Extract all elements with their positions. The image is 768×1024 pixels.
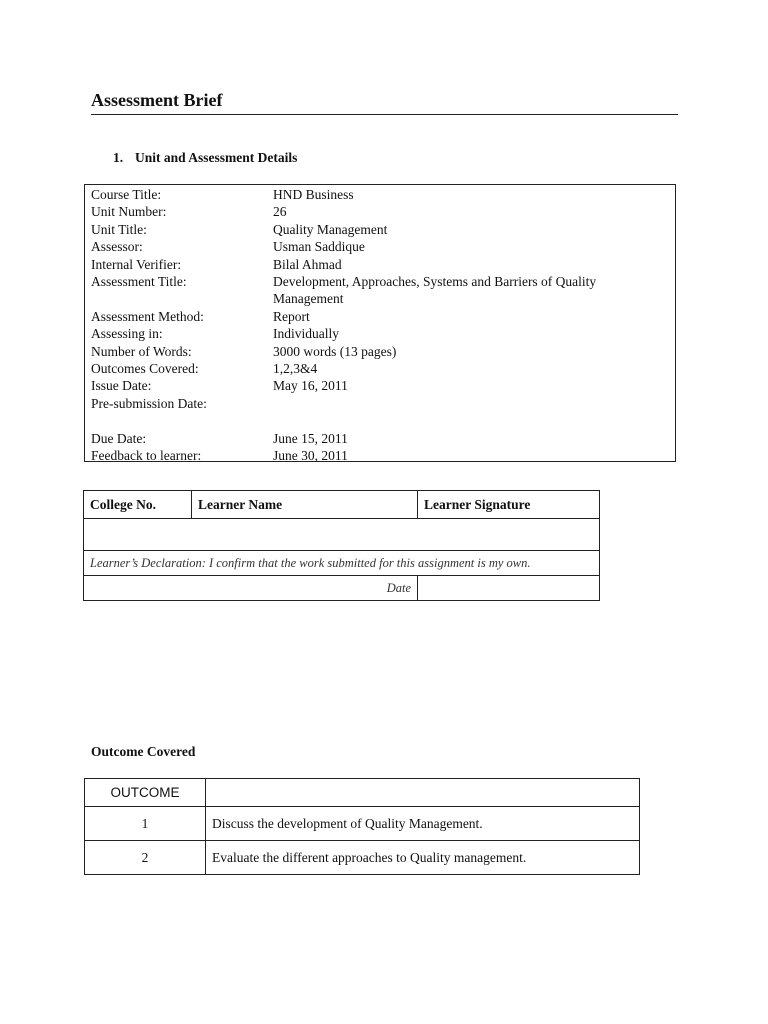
learner-table (83, 490, 600, 601)
detail-label: Unit Title: (91, 221, 147, 237)
detail-value: Development, Approaches, Systems and Barriers of Quality Management (273, 274, 597, 307)
outcome-row (85, 841, 640, 875)
outcome-text: Evaluate the different approaches to Quality management. (206, 841, 640, 875)
learner-table-header (84, 491, 600, 519)
section-heading (113, 150, 297, 166)
outcome-number: 1 (85, 807, 206, 841)
outcome-table-header (85, 779, 640, 807)
detail-label: Internal Verifier: (91, 256, 182, 272)
detail-row-assessing-in (85, 325, 675, 342)
detail-value: Quality Management (273, 221, 388, 237)
detail-value: 3000 words (13 pages) (273, 343, 397, 359)
learner-declaration: Learner’s Declaration: I confirm that the work submitted for this assignment is my own. (84, 551, 600, 576)
declaration-row (84, 551, 600, 576)
section-title: Unit and Assessment Details (135, 150, 298, 165)
detail-label: Pre-submission Date: (91, 395, 207, 411)
learner-entry-cell[interactable] (84, 519, 600, 551)
date-label: Date (84, 576, 418, 601)
college-no-header: College No. (84, 491, 192, 519)
unit-details-box (84, 184, 676, 462)
detail-value (273, 395, 653, 412)
detail-label: Outcomes Covered: (91, 361, 199, 377)
detail-row-feedback-to-learner (85, 447, 675, 464)
detail-row-unit-number (85, 203, 675, 220)
outcome-description-header (206, 779, 640, 807)
outcome-heading: Outcome Covered (91, 744, 196, 759)
detail-row-issue-date (85, 377, 675, 394)
detail-row-due-date (85, 430, 675, 447)
detail-value: 26 (273, 204, 287, 220)
detail-row-pre-submission-date (85, 395, 675, 412)
detail-value: May 16, 2011 (273, 378, 348, 394)
detail-label: Number of Words: (91, 343, 192, 359)
detail-row-assessor (85, 238, 675, 255)
detail-value: Individually (273, 326, 339, 342)
detail-row-assessment-title (85, 273, 675, 308)
detail-label: Course Title: (91, 187, 162, 202)
outcome-text: Discuss the development of Quality Management. (206, 807, 640, 841)
date-cell[interactable] (418, 576, 600, 601)
learner-entry-row (84, 519, 600, 551)
detail-value: Report (273, 308, 310, 324)
detail-row-internal-verifier (85, 256, 675, 273)
detail-row-assessment-method (85, 308, 675, 325)
outcome-number: 2 (85, 841, 206, 875)
title-underline (91, 114, 678, 115)
learner-name-header: Learner Name (192, 491, 418, 519)
detail-value: HND Business (273, 187, 354, 202)
document-title: Assessment Brief (91, 90, 223, 110)
detail-row-course-title (85, 186, 675, 203)
detail-row-unit-title (85, 221, 675, 238)
detail-label: Issue Date: (91, 378, 152, 394)
detail-label: Unit Number: (91, 204, 167, 220)
detail-row-outcomes-covered (85, 360, 675, 377)
detail-label: Feedback to learner: (91, 448, 202, 464)
detail-value: Usman Saddique (273, 239, 365, 255)
detail-label: Assessment Method: (91, 308, 204, 324)
detail-label: Assessor: (91, 239, 143, 255)
detail-row-number-of-words (85, 343, 675, 360)
detail-value: June 15, 2011 (273, 430, 348, 446)
detail-label: Assessment Title: (91, 274, 187, 290)
detail-label: Assessing in: (91, 326, 163, 342)
blank-line (85, 412, 675, 429)
detail-value: Bilal Ahmad (273, 256, 342, 272)
section-number: 1. (113, 150, 124, 165)
detail-value: June 30, 2011 (273, 448, 348, 464)
outcome-column-header: OUTCOME (85, 779, 206, 807)
detail-label: Due Date: (91, 430, 147, 446)
outcome-table (84, 778, 640, 875)
learner-signature-header: Learner Signature (418, 491, 600, 519)
detail-value: 1,2,3&4 (273, 361, 318, 377)
outcome-row (85, 807, 640, 841)
date-row (84, 576, 600, 601)
